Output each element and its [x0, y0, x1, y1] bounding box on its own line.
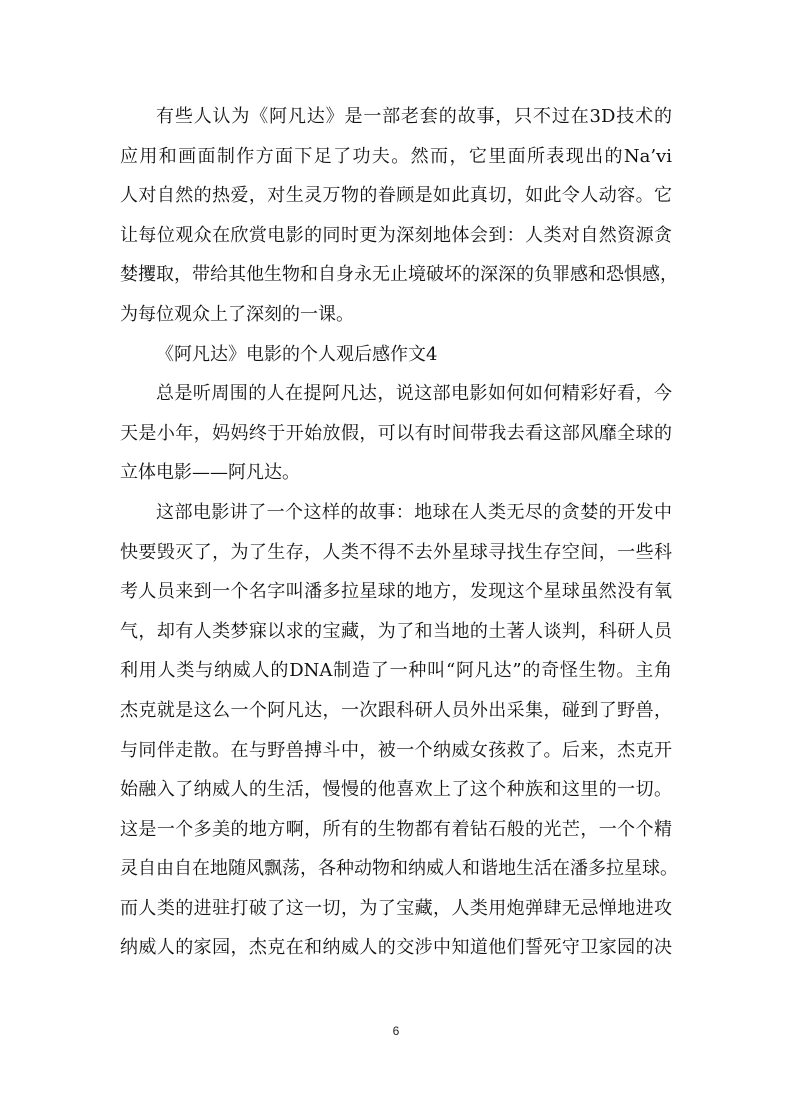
paragraph-line: 快要毁灭了，为了生存，人类不得不去外星球寻找生存空间，一些科: [120, 541, 672, 563]
paragraph-line: 立体电影——阿凡达。: [120, 462, 300, 484]
paragraph-line: 考人员来到一个名字叫潘多拉星球的地方，发现这个星球虽然没有氧: [120, 581, 672, 603]
paragraph-line: 婪攫取，带给其他生物和自身永无止境破坏的深深的负罪感和恐惧感，: [120, 264, 678, 286]
paragraph-line: 应用和画面制作方面下足了功夫。然而，它里面所表现出的Na’vi: [120, 145, 672, 167]
paragraph-line: 气，却有人类梦寐以求的宝藏，为了和当地的土著人谈判，科研人员: [120, 620, 672, 642]
paragraph-line: 杰克就是这么一个阿凡达，一次跟科研人员外出采集，碰到了野兽，: [120, 699, 672, 721]
body-text: [120, 97, 678, 968]
section-heading: 《阿凡达》电影的个人观后感作文4: [156, 343, 438, 365]
paragraph-line: 让每位观众在欣赏电影的同时更为深刻地体会到：人类对自然资源贪: [120, 224, 672, 246]
paragraph-line: 而人类的进驻打破了这一切，为了宝藏，人类用炮弹肆无忌惮地进攻: [120, 897, 672, 919]
paragraph-line: 这是一个多美的地方啊，所有的生物都有着钻石般的光芒，一个个精: [120, 818, 672, 840]
page-number: 6: [392, 1024, 400, 1038]
paragraph-line: 纳威人的家园，杰克在和纳威人的交涉中知道他们誓死守卫家园的决: [120, 937, 672, 959]
paragraph-line: 为每位观众上了深刻的一课。: [120, 303, 354, 325]
paragraph-line: 这部电影讲了一个这样的故事：地球在人类无尽的贪婪的开发中: [156, 501, 672, 523]
paragraph-line: 天是小年，妈妈终于开始放假，可以有时间带我去看这部风靡全球的: [120, 422, 672, 444]
paragraph-line: 利用人类与纳威人的DNA制造了一种叫“阿凡达”的奇怪生物。主角: [120, 660, 672, 682]
paragraph-line: 与同伴走散。在与野兽搏斗中，被一个纳威女孩救了。后来，杰克开: [120, 739, 672, 761]
paragraph-line: 灵自由自在地随风飘荡，各种动物和纳威人和谐地生活在潘多拉星球。: [120, 858, 678, 880]
paragraph-line: 人对自然的热爱，对生灵万物的眷顾是如此真切，如此令人动容。它: [120, 185, 672, 207]
paragraph-line: 始融入了纳威人的生活，慢慢的他喜欢上了这个种族和这里的一切。: [120, 779, 672, 801]
paragraph-line: 有些人认为《阿凡达》是一部老套的故事，只不过在3D技术的: [156, 106, 672, 127]
paragraph-line: 总是听周围的人在提阿凡达，说这部电影如何如何精彩好看，今: [156, 383, 672, 405]
